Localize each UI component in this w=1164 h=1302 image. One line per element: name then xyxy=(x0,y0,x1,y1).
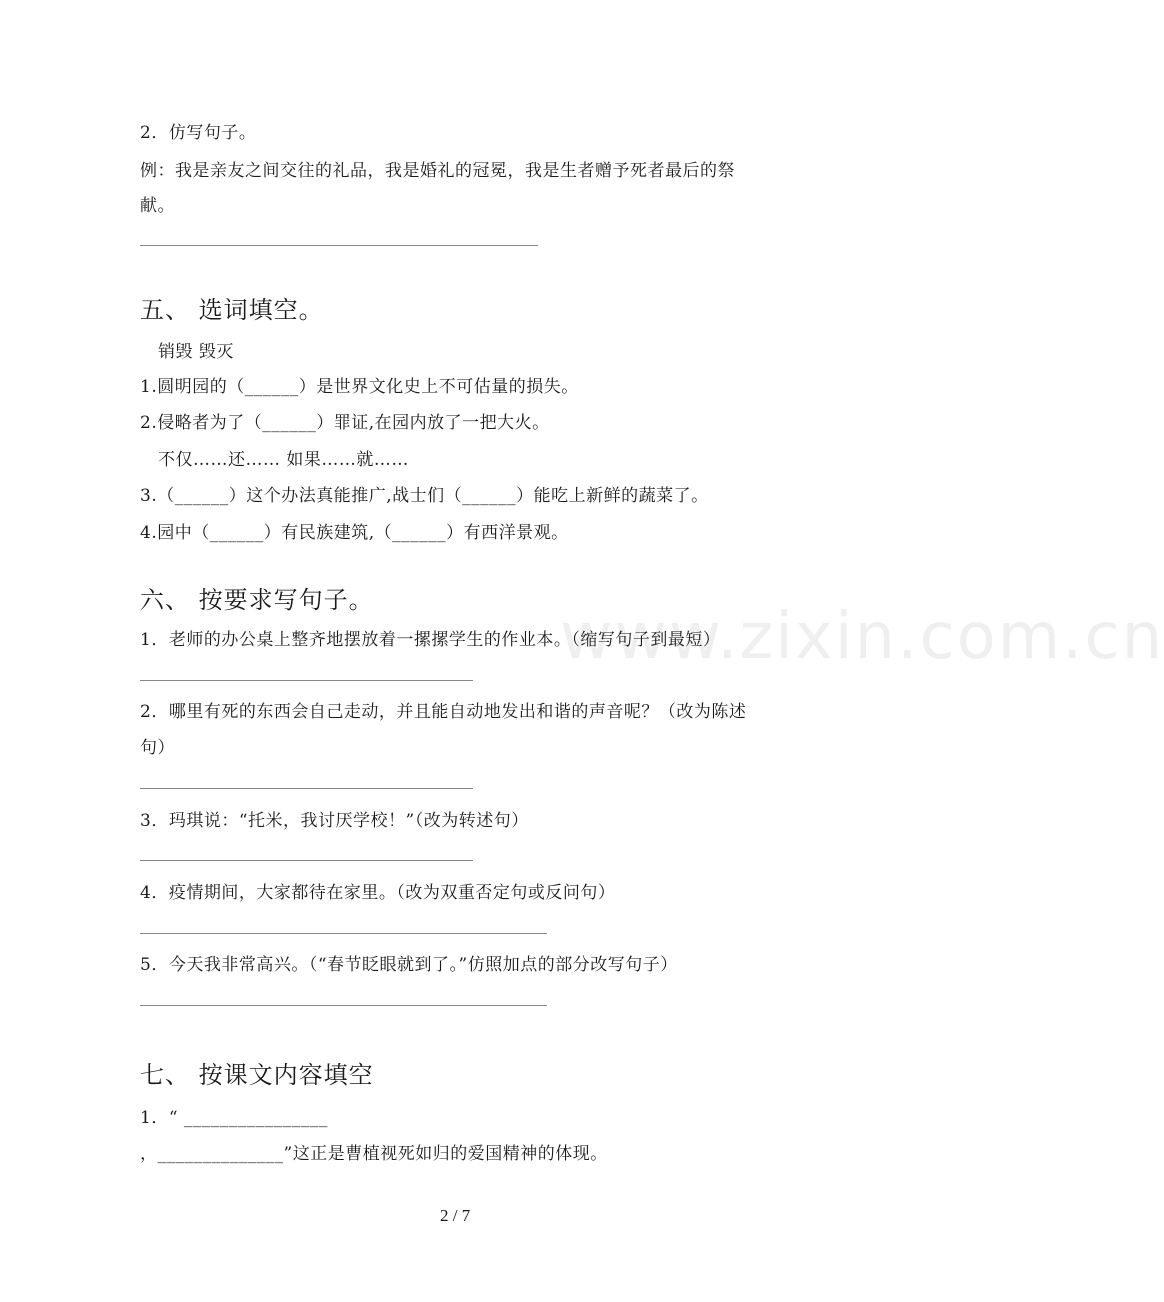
recite-question-1-line-2: ，______________”这正是曹植视死如归的爱国精神的体现。 xyxy=(140,1144,608,1164)
recite-question-1-line-1: 1．“ ________________ xyxy=(140,1108,328,1128)
rewrite-question-5: 5．今天我非常高兴。（“春节眨眼就到了。”仿照加点的部分改写句子） xyxy=(140,955,678,975)
question-2-title: 2．仿写句子。 xyxy=(140,123,257,143)
fill-item-2: 2.侵略者为了（______）罪证,在园内放了一把大火。 xyxy=(140,413,550,433)
fill-item-3: 3.（______）这个办法真能推广,战士们（______）能吃上新鲜的蔬菜了。 xyxy=(140,486,709,506)
answer-line xyxy=(140,245,538,246)
fill-item-1: 1.圆明园的（______）是世界文化史上不可估量的损失。 xyxy=(140,377,579,397)
answer-line xyxy=(140,680,473,681)
answer-line xyxy=(140,933,547,934)
answer-line xyxy=(140,860,473,861)
rewrite-question-4: 4．疫情期间，大家都待在家里。（改为双重否定句或反问句） xyxy=(140,883,616,903)
section-5-heading: 五、 选词填空。 xyxy=(140,296,324,324)
watermark: www.zixin.com.cn xyxy=(560,600,1164,674)
rewrite-question-2-line-1: 2．哪里有死的东西会自己走动，并且能自动地发出和谐的声音呢？（改为陈述 xyxy=(140,702,747,722)
example-line-2: 献。 xyxy=(140,196,175,216)
section-6-heading: 六、 按要求写句子。 xyxy=(140,586,374,614)
answer-line xyxy=(140,788,473,789)
section-7-heading: 七、 按课文内容填空 xyxy=(140,1061,374,1089)
fill-item-4: 4.园中（______）有民族建筑,（______）有西洋景观。 xyxy=(140,523,569,543)
answer-line xyxy=(140,1005,547,1006)
rewrite-question-1: 1．老师的办公桌上整齐地摆放着一摞摞学生的作业本。（缩写句子到最短） xyxy=(140,630,721,650)
page-number: 2 / 7 xyxy=(440,1206,471,1225)
word-choices-2: 不仅……还…… 如果……就…… xyxy=(158,450,409,470)
example-line-1: 例：我是亲友之间交往的礼品，我是婚礼的冠冕，我是生者赠予死者最后的祭 xyxy=(140,161,735,181)
rewrite-question-2-line-2: 句） xyxy=(140,738,175,758)
rewrite-question-3: 3．玛琪说：“托米，我讨厌学校！”（改为转述句） xyxy=(140,811,529,831)
word-choices-1: 销毁 毁灭 xyxy=(158,342,234,362)
